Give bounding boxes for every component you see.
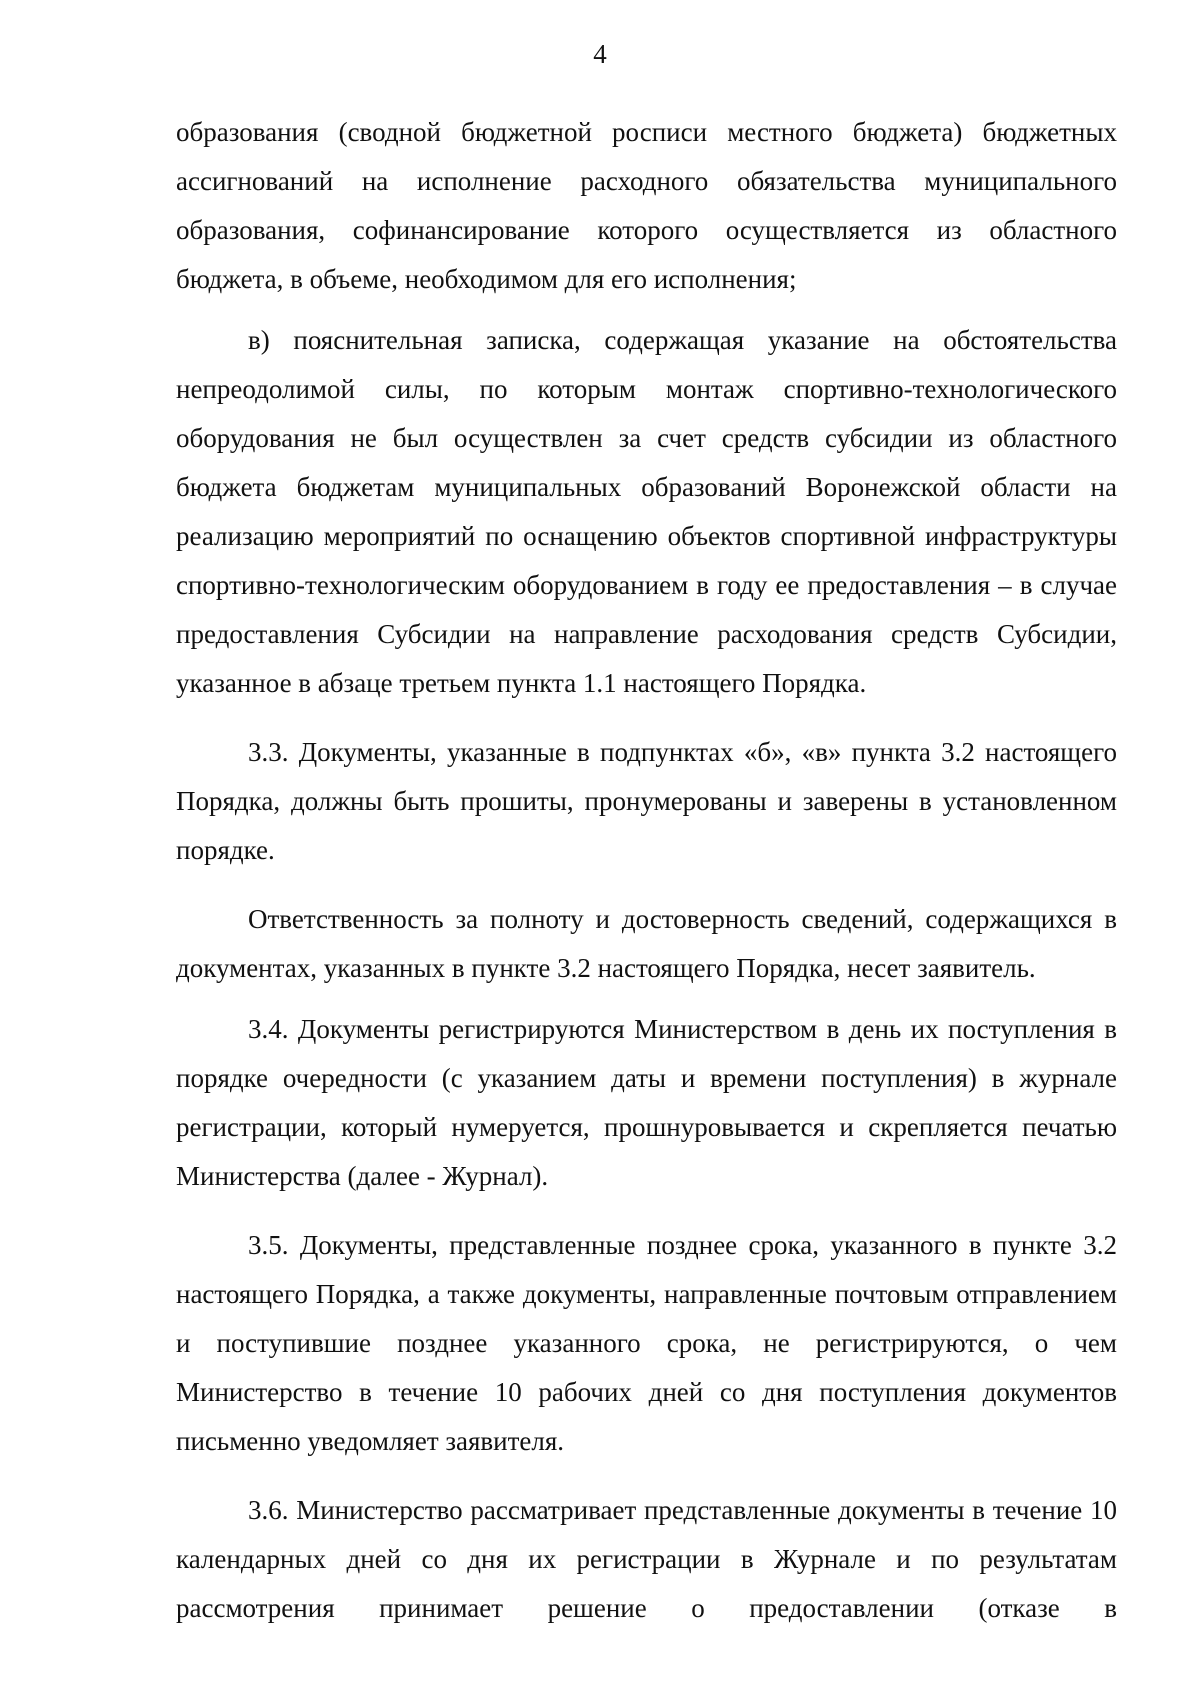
paragraph-3-3: 3.3. Документы, указанные в подпунктах «б», «в» пункта 3.2 настоящего Порядка, должны быть прошиты, пронумерованы и заверены в установленном порядке.	[176, 737, 1117, 865]
page-number: 4	[593, 39, 607, 69]
paragraph-3-4: 3.4. Документы регистрируются Министерством в день их поступления в порядке очередности (с указанием даты и времени поступления) в журнале регистрации, который нумеруется, прошнуровывается и скрепляется печатью Министерства (далее - Журнал).	[176, 1014, 1117, 1191]
document-body	[176, 108, 1117, 1633]
paragraph-continuation: образования (сводной бюджетной росписи местного бюджета) бюджетных ассигнований на исполнение расходного обязательства муниципального образования, софинансирование которого осуществляется из областного бюджета, в объеме, необходимом для его исполнения;	[176, 117, 1117, 294]
paragraph-3-5: 3.5. Документы, представленные позднее срока, указанного в пункте 3.2 настоящего Порядка, а также документы, направленные почтовым отправлением и поступившие позднее указанного срока, не регистрируются, о чем Министерство в течение 10 рабочих дней со дня поступления документов письменно уведомляет заявителя.	[176, 1230, 1117, 1456]
paragraph-responsibility: Ответственность за полноту и достоверность сведений, содержащихся в документах, указанных в пункте 3.2 настоящего Порядка, несет заявитель.	[176, 904, 1117, 983]
paragraph-item-v: в) пояснительная записка, содержащая указание на обстоятельства непреодолимой силы, по которым монтаж спортивно-технологического оборудования не был осуществлен за счет средств субсидии из областного бюджета бюджетам муниципальных образований Воронежской области на реализацию мероприятий по оснащению объектов спортивной инфраструктуры спортивно-технологическим оборудованием в году ее предоставления – в случае предоставления Субсидии на направление расходования средств Субсидии, указанное в абзаце третьем пункта 1.1 настоящего Порядка.	[176, 325, 1117, 698]
paragraph-3-6: 3.6. Министерство рассматривает представленные документы в течение 10 календарных дней со дня их регистрации в Журнале и по результатам рассмотрения принимает решение о предоставлении (отказе в	[176, 1495, 1117, 1623]
